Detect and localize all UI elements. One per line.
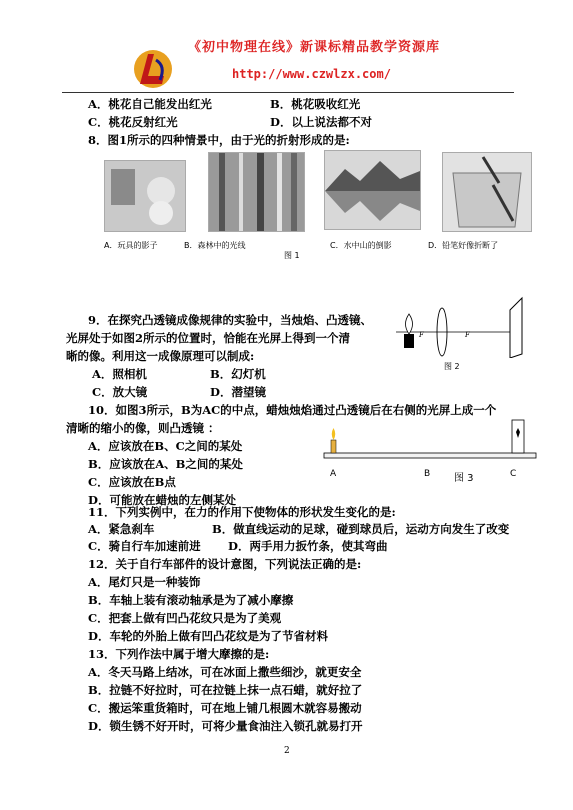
q10-stem-line2: 清晰的缩小的像，则凸透镜 ： <box>66 421 220 435</box>
figure3-point-b: B <box>424 469 431 479</box>
q11-option-d: D．两手用力扳竹条，使其弯曲 <box>228 539 388 553</box>
q8-stem: 8．图1所示的四种情景中，由于光的折射形成的是: <box>88 133 350 147</box>
figure2-focal-label-left: F <box>419 331 424 339</box>
q9-option-b: B．幻灯机 <box>210 367 266 381</box>
q9-stem-line3: 晰的像。利用这一成像原理可以制成: <box>66 349 255 363</box>
q12-option-d: D．车轮的外胎上做有凹凸花纹是为了节省材料 <box>88 629 328 643</box>
q13-option-d: D．锁生锈不好开时，可将少量食油注入锁孔就易打开 <box>88 719 363 733</box>
header-divider <box>62 92 514 93</box>
figure1-caption-a: A．玩具的影子 <box>104 241 158 250</box>
figure3-point-a: A <box>330 469 337 479</box>
figure1-mountain-reflection-image <box>324 150 421 230</box>
figure2-lens-setup <box>396 296 536 358</box>
q7-option-c: C．桃花反射红光 <box>88 115 178 129</box>
q12-stem: 12．关于自行车部件的设计意图，下列说法正确的是: <box>88 557 362 571</box>
figure1-caption-b: B．森林中的光线 <box>184 241 246 250</box>
q7-option-b: B．桃花吸收红光 <box>270 97 361 111</box>
q9-option-d: D．潜望镜 <box>210 385 266 399</box>
q11-stem: 11．下列实例中，在力的作用下使物体的形状发生变化的是: <box>88 505 396 519</box>
page-number: 2 <box>284 746 290 756</box>
q9-option-a: A．照相机 <box>92 367 147 381</box>
q13-option-c: C．搬运笨重货箱时，可在地上铺几根圆木就容易搬动 <box>88 701 362 715</box>
q10-option-a: A．应该放在B、C之间的某处 <box>88 439 243 453</box>
figure2-label: 图 2 <box>444 362 460 371</box>
figure3-label: 图 3 <box>454 473 474 484</box>
q7-option-d: D．以上说法都不对 <box>270 115 372 129</box>
q11-option-c: C．骑自行车加速前进 <box>88 539 201 553</box>
site-logo <box>130 46 176 92</box>
q13-option-b: B．拉链不好拉时，可在拉链上抹一点石蜡，就好拉了 <box>88 683 363 697</box>
figure1-bent-pencil-image <box>442 152 532 232</box>
q9-option-c: C．放大镜 <box>92 385 148 399</box>
q11-option-a: A．紧急刹车 <box>88 522 155 536</box>
header-title: 《初中物理在线》新课标精品教学资源库 <box>188 40 441 55</box>
q10-option-c: C．应该放在B点 <box>88 475 176 489</box>
q7-option-a: A．桃花自己能发出红光 <box>88 97 212 111</box>
figure3-optical-bench <box>318 416 544 468</box>
figure1-caption-d: D．铅笔好像折断了 <box>428 241 499 250</box>
figure1-forest-light-image <box>208 152 305 232</box>
q13-stem: 13．下列作法中属于增大摩擦的是: <box>88 647 270 661</box>
q9-stem-line1: 9．在探究凸透镜成像规律的实验中，当烛焰、凸透镜、 <box>88 313 372 327</box>
q10-stem-line1: 10．如图3所示，B为AC的中点，蜡烛烛焰通过凸透镜后在右侧的光屏上成一个 <box>88 403 497 417</box>
figure1-toy-shadow-image <box>104 160 186 232</box>
figure2-focal-label-right: F <box>465 331 470 339</box>
q12-option-b: B．车轴上装有滚动轴承是为了减小摩擦 <box>88 593 294 607</box>
figure1-label: 图 1 <box>284 251 300 260</box>
q12-option-c: C．把套上做有凹凸花纹只是为了美观 <box>88 611 282 625</box>
q9-stem-line2: 光屏处于如图2所示的位置时，恰能在光屏上得到一个清 <box>66 331 350 345</box>
figure1-caption-c: C．水中山的倒影 <box>330 241 392 250</box>
q11-option-b: B．做直线运动的足球，碰到球员后，运动方向发生了改变 <box>212 522 510 536</box>
q10-option-d: D．可能放在蜡烛的左侧某处 <box>88 493 236 507</box>
figure3-point-c: C <box>510 469 517 479</box>
q13-option-a: A．冬天马路上结冰，可在冰面上撒些细沙，就更安全 <box>88 665 362 679</box>
q12-option-a: A．尾灯只是一种装饰 <box>88 575 201 589</box>
header-url[interactable]: http://www.czwlzx.com/ <box>232 67 391 81</box>
q10-option-b: B．应该放在A、B之间的某处 <box>88 457 243 471</box>
